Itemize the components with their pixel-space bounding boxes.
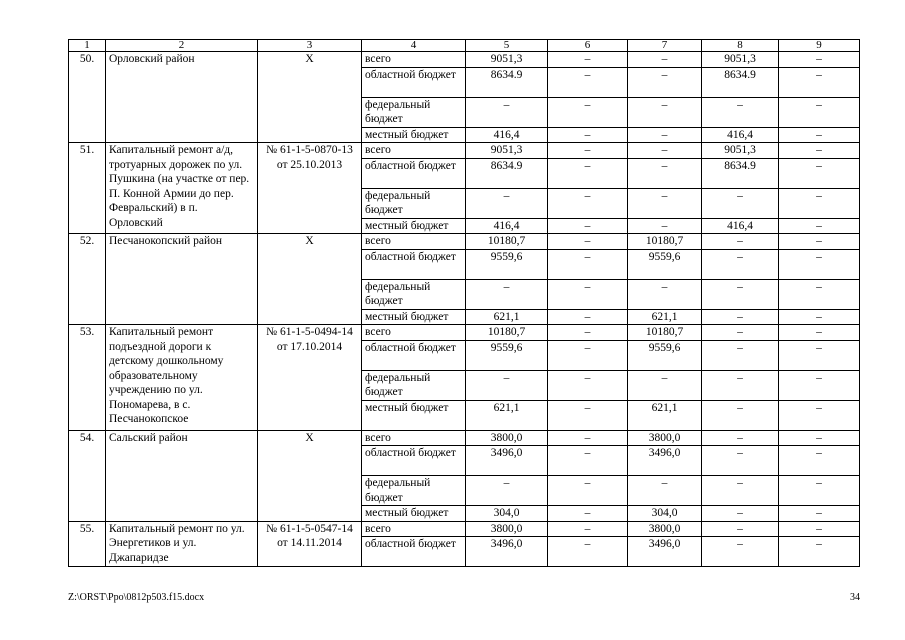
footer-page-number: 34	[850, 592, 860, 603]
amount-cell: –	[628, 158, 702, 188]
item-name: Капитальный ремонт по ул. Энергетиков и ул. Джапаридзе	[106, 521, 258, 567]
amount-cell: –	[628, 52, 702, 68]
funding-source-label: федеральный бюджет	[362, 370, 466, 400]
budget-table	[68, 39, 860, 567]
amount-cell: 3800,0	[466, 521, 548, 537]
amount-cell: –	[548, 67, 628, 97]
amount-cell: –	[548, 158, 628, 188]
amount-cell: –	[548, 249, 628, 279]
amount-cell: 10180,7	[466, 234, 548, 250]
amount-cell: 304,0	[628, 506, 702, 522]
amount-cell: –	[779, 340, 860, 370]
amount-cell: –	[628, 188, 702, 218]
funding-source-label: местный бюджет	[362, 218, 466, 234]
funding-source-label: местный бюджет	[362, 506, 466, 522]
amount-cell: –	[548, 521, 628, 537]
table-row	[69, 430, 860, 446]
amount-cell: –	[548, 143, 628, 159]
amount-cell: 621,1	[466, 400, 548, 430]
amount-cell: –	[548, 188, 628, 218]
column-number-header: 7	[628, 40, 702, 52]
amount-cell: 3496,0	[628, 537, 702, 567]
amount-cell: –	[548, 309, 628, 325]
amount-cell: –	[466, 188, 548, 218]
amount-cell: –	[779, 249, 860, 279]
amount-cell: 621,1	[466, 309, 548, 325]
amount-cell: 3496,0	[628, 446, 702, 476]
amount-cell: 621,1	[628, 309, 702, 325]
amount-cell: –	[702, 279, 779, 309]
amount-cell: –	[779, 279, 860, 309]
amount-cell: –	[548, 279, 628, 309]
amount-cell: –	[779, 446, 860, 476]
funding-source-label: федеральный бюджет	[362, 279, 466, 309]
amount-cell: –	[628, 370, 702, 400]
amount-cell: –	[702, 340, 779, 370]
amount-cell: –	[779, 400, 860, 430]
amount-cell: –	[779, 218, 860, 234]
amount-cell: –	[628, 97, 702, 127]
item-name: Орловский район	[106, 52, 258, 143]
amount-cell: –	[779, 309, 860, 325]
amount-cell: 416,4	[466, 218, 548, 234]
funding-source-label: областной бюджет	[362, 340, 466, 370]
amount-cell: 3800,0	[628, 430, 702, 446]
column-number-header: 9	[779, 40, 860, 52]
funding-source-label: всего	[362, 234, 466, 250]
amount-cell: 8634.9	[466, 67, 548, 97]
amount-cell: 8634.9	[702, 158, 779, 188]
amount-cell: –	[779, 476, 860, 506]
amount-cell: –	[548, 218, 628, 234]
amount-cell: –	[548, 234, 628, 250]
funding-source-label: всего	[362, 325, 466, 341]
item-document: № 61-1-5-0870-13 от 25.10.2013	[258, 143, 362, 234]
amount-cell: 3496,0	[466, 446, 548, 476]
amount-cell: –	[548, 446, 628, 476]
amount-cell: –	[466, 279, 548, 309]
column-number-header: 3	[258, 40, 362, 52]
amount-cell: 621,1	[628, 400, 702, 430]
amount-cell: –	[702, 400, 779, 430]
column-number-header: 4	[362, 40, 466, 52]
amount-cell: –	[702, 188, 779, 218]
funding-source-label: федеральный бюджет	[362, 97, 466, 127]
amount-cell: –	[702, 97, 779, 127]
amount-cell: –	[548, 52, 628, 68]
funding-source-label: областной бюджет	[362, 158, 466, 188]
item-document: Х	[258, 430, 362, 521]
amount-cell: –	[702, 325, 779, 341]
amount-cell: –	[548, 370, 628, 400]
amount-cell: 416,4	[702, 218, 779, 234]
amount-cell: –	[628, 279, 702, 309]
amount-cell: –	[628, 476, 702, 506]
amount-cell: –	[779, 537, 860, 567]
amount-cell: –	[779, 158, 860, 188]
row-number: 52.	[69, 234, 106, 325]
amount-cell: –	[466, 370, 548, 400]
amount-cell: 8634.9	[702, 67, 779, 97]
amount-cell: –	[548, 476, 628, 506]
amount-cell: –	[548, 430, 628, 446]
row-number: 54.	[69, 430, 106, 521]
funding-source-label: федеральный бюджет	[362, 188, 466, 218]
amount-cell: 9559,6	[466, 249, 548, 279]
amount-cell: –	[548, 97, 628, 127]
amount-cell: 3800,0	[466, 430, 548, 446]
amount-cell: –	[779, 521, 860, 537]
row-number: 53.	[69, 325, 106, 431]
amount-cell: –	[466, 476, 548, 506]
funding-source-label: местный бюджет	[362, 127, 466, 143]
item-document: № 61-1-5-0494-14 от 17.10.2014	[258, 325, 362, 431]
amount-cell: –	[628, 67, 702, 97]
amount-cell: 9559,6	[628, 249, 702, 279]
amount-cell: –	[702, 309, 779, 325]
amount-cell: –	[548, 537, 628, 567]
amount-cell: –	[779, 430, 860, 446]
funding-source-label: областной бюджет	[362, 537, 466, 567]
amount-cell: –	[548, 506, 628, 522]
amount-cell: –	[628, 143, 702, 159]
item-name: Капитальный ремонт а/д, тротуарных дорожек по ул. Пушкина (на участке от пер. П. Конной Армии до пер. Февральский) в п. Орловский	[106, 143, 258, 234]
funding-source-label: всего	[362, 521, 466, 537]
item-name: Песчанокопский район	[106, 234, 258, 325]
amount-cell: –	[779, 325, 860, 341]
amount-cell: –	[628, 127, 702, 143]
amount-cell: –	[779, 506, 860, 522]
amount-cell: –	[466, 97, 548, 127]
table-row	[69, 52, 860, 68]
funding-source-label: областной бюджет	[362, 249, 466, 279]
item-document: № 61-1-5-0547-14 от 14.11.2014	[258, 521, 362, 567]
amount-cell: –	[702, 234, 779, 250]
amount-cell: –	[779, 143, 860, 159]
amount-cell: –	[548, 400, 628, 430]
amount-cell: 304,0	[466, 506, 548, 522]
table-row	[69, 521, 860, 537]
amount-cell: 416,4	[702, 127, 779, 143]
amount-cell: 10180,7	[466, 325, 548, 341]
funding-source-label: областной бюджет	[362, 67, 466, 97]
amount-cell: 10180,7	[628, 234, 702, 250]
column-number-header: 2	[106, 40, 258, 52]
footer-file-path: Z:\ORST\Ppo\0812p503.f15.docx	[68, 592, 205, 603]
amount-cell: –	[548, 325, 628, 341]
item-name: Сальский район	[106, 430, 258, 521]
amount-cell: –	[702, 476, 779, 506]
amount-cell: –	[628, 218, 702, 234]
amount-cell: –	[779, 127, 860, 143]
column-number-header: 5	[466, 40, 548, 52]
amount-cell: –	[779, 97, 860, 127]
amount-cell: 10180,7	[628, 325, 702, 341]
amount-cell: –	[702, 430, 779, 446]
amount-cell: –	[702, 521, 779, 537]
amount-cell: –	[702, 249, 779, 279]
column-number-header: 1	[69, 40, 106, 52]
amount-cell: 9051,3	[466, 52, 548, 68]
funding-source-label: всего	[362, 143, 466, 159]
row-number: 55.	[69, 521, 106, 567]
amount-cell: –	[702, 506, 779, 522]
funding-source-label: местный бюджет	[362, 400, 466, 430]
amount-cell: –	[548, 127, 628, 143]
table-row	[69, 234, 860, 250]
item-document: Х	[258, 52, 362, 143]
amount-cell: –	[702, 446, 779, 476]
column-number-header: 6	[548, 40, 628, 52]
item-name: Капитальный ремонт подъездной дороги к детскому дошкольному образовательному учреждению по ул. Пономарева, в с. Песчанокопское	[106, 325, 258, 431]
row-number: 50.	[69, 52, 106, 143]
amount-cell: 9051,3	[466, 143, 548, 159]
column-number-header: 8	[702, 40, 779, 52]
funding-source-label: всего	[362, 52, 466, 68]
amount-cell: –	[702, 537, 779, 567]
amount-cell: 8634.9	[466, 158, 548, 188]
funding-source-label: федеральный бюджет	[362, 476, 466, 506]
amount-cell: 9559,6	[466, 340, 548, 370]
amount-cell: –	[779, 52, 860, 68]
header-row	[69, 40, 860, 52]
amount-cell: 3496,0	[466, 537, 548, 567]
amount-cell: –	[779, 370, 860, 400]
row-number: 51.	[69, 143, 106, 234]
funding-source-label: местный бюджет	[362, 309, 466, 325]
amount-cell: 9051,3	[702, 143, 779, 159]
amount-cell: –	[779, 234, 860, 250]
amount-cell: –	[779, 67, 860, 97]
table-row	[69, 143, 860, 159]
amount-cell: 9559,6	[628, 340, 702, 370]
amount-cell: 9051,3	[702, 52, 779, 68]
funding-source-label: областной бюджет	[362, 446, 466, 476]
item-document: Х	[258, 234, 362, 325]
amount-cell: –	[548, 340, 628, 370]
table-row	[69, 325, 860, 341]
amount-cell: 3800,0	[628, 521, 702, 537]
funding-source-label: всего	[362, 430, 466, 446]
amount-cell: –	[779, 188, 860, 218]
amount-cell: –	[702, 370, 779, 400]
amount-cell: 416,4	[466, 127, 548, 143]
